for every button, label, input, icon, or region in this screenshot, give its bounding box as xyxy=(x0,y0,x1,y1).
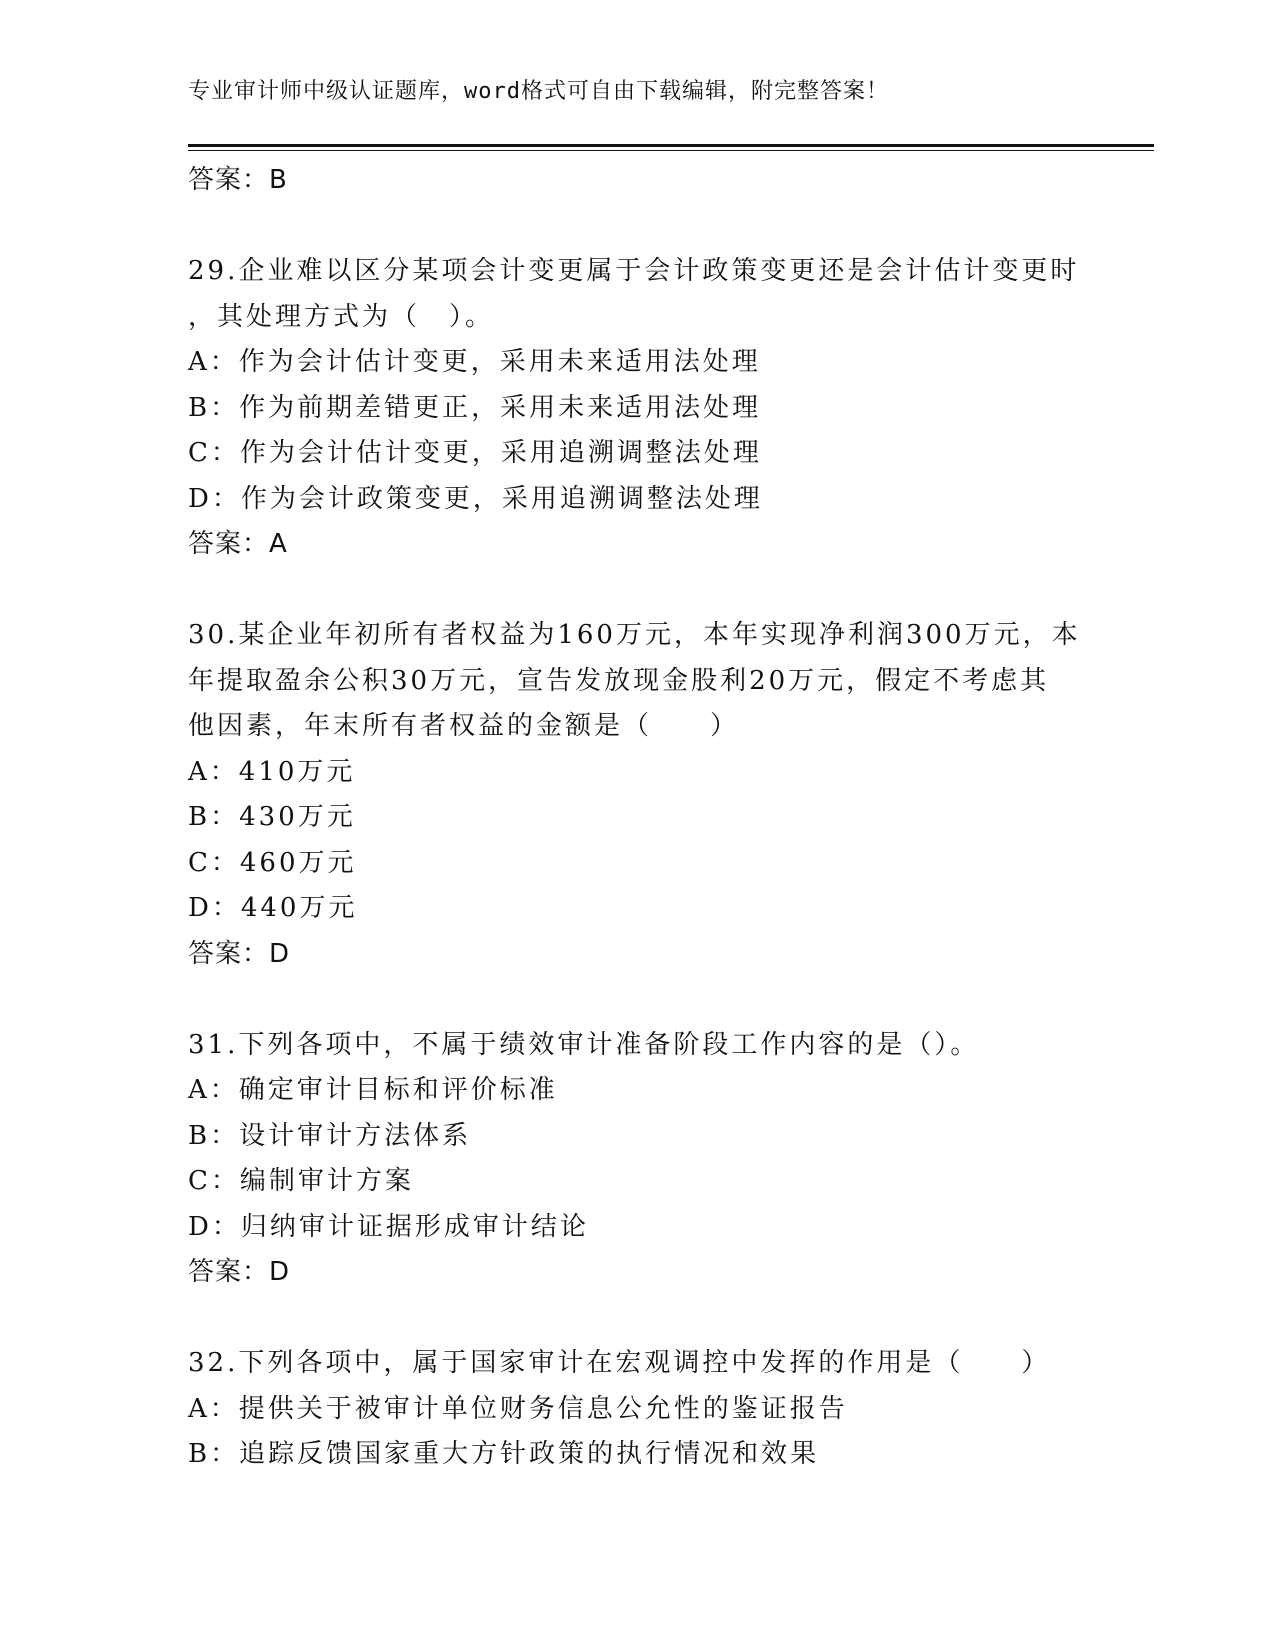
answer-line: 答案：B xyxy=(188,165,288,195)
question-30 xyxy=(188,613,1088,977)
option-d: D：440万元 xyxy=(188,893,358,923)
option-a: A：提供关于被审计单位财务信息公允性的鉴证报告 xyxy=(188,1393,848,1424)
question-stem: 29.企业难以区分某项会计变更属于会计政策变更还是会计估计变更时 xyxy=(188,256,1080,286)
question-stem: 31.下列各项中，不属于绩效审计准备阶段工作内容的是（）。 xyxy=(188,1029,980,1060)
option-a: A：确定审计目标和评价标准 xyxy=(188,1075,558,1105)
option-b: B：作为前期差错更正，采用未来适用法处理 xyxy=(188,392,762,423)
option-c: C：编制审计方案 xyxy=(188,1166,414,1196)
question-stem: ，其处理方式为（ ）。 xyxy=(188,301,495,332)
answer-line: 答案：D xyxy=(188,938,291,969)
option-b: B：追踪反馈国家重大方针政策的执行情况和效果 xyxy=(188,1439,820,1469)
question-31 xyxy=(188,1023,1088,1296)
answer-line: 答案：D xyxy=(188,1257,291,1287)
question-list xyxy=(188,158,1088,1478)
question-stem: 他因素，年末所有者权益的金额是（ ） xyxy=(188,711,740,741)
option-a: A：410万元 xyxy=(188,756,356,787)
header-rule-thick xyxy=(188,144,1154,147)
page-header: 专业审计师中级认证题库，word格式可自由下载编辑，附完整答案！ xyxy=(188,79,889,104)
header-rule-thin xyxy=(188,150,1154,151)
option-d: D：归纳审计证据形成审计结论 xyxy=(188,1211,589,1242)
option-d: D：作为会计政策变更，采用追溯调整法处理 xyxy=(188,483,763,514)
question-stem: 30.某企业年初所有者权益为160万元，本年实现净利润300万元，本 xyxy=(188,620,1081,650)
question-stem: 32.下列各项中，属于国家审计在宏观调控中发挥的作用是（ ） xyxy=(188,1348,1051,1378)
option-a: A：作为会计估计变更，采用未来适用法处理 xyxy=(188,347,761,377)
option-c: C：460万元 xyxy=(188,847,357,878)
option-b: B：设计审计方法体系 xyxy=(188,1120,472,1151)
answer-line: 答案：A xyxy=(188,529,288,559)
question-29 xyxy=(188,249,1088,568)
question-32 xyxy=(188,1341,1088,1478)
option-b: B：430万元 xyxy=(188,802,356,832)
question-stem: 年提取盈余公积30万元，宣告发放现金股利20万元，假定不考虑其 xyxy=(188,665,1050,696)
option-c: C：作为会计估计变更，采用追溯调整法处理 xyxy=(188,438,762,468)
